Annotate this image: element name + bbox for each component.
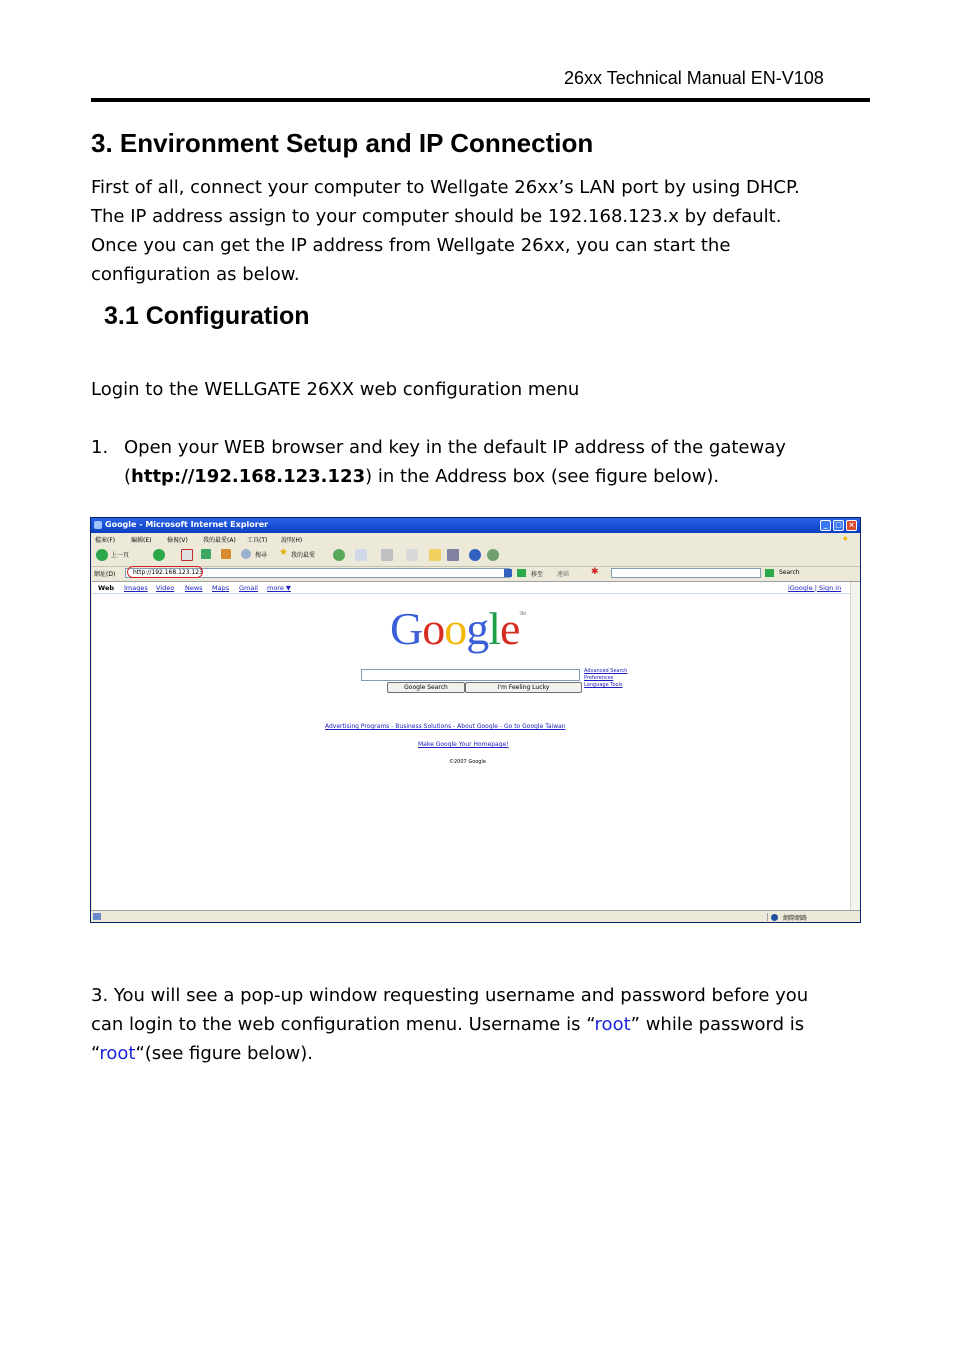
language-tools-link[interactable]: Language Tools xyxy=(584,682,623,688)
favorites-icon[interactable]: ★ xyxy=(279,547,288,558)
google-nav-news[interactable]: News xyxy=(185,584,203,592)
homepage-link[interactable]: Make Google Your Homepage! xyxy=(418,741,509,748)
status-bar xyxy=(91,910,860,923)
step1-open-paren: ( xyxy=(124,466,132,487)
google-nav-more[interactable]: more ▼ xyxy=(267,584,291,592)
page-status-icon xyxy=(93,913,101,920)
address-value: http://192.168.123.123 xyxy=(133,569,203,576)
google-toolbar-icon[interactable]: ✱ xyxy=(591,567,599,577)
password-value: root xyxy=(99,1043,136,1064)
ie-icon xyxy=(94,521,102,529)
google-account-links[interactable]: iGoogle | Sign in xyxy=(788,584,842,592)
step3-line2 xyxy=(91,1010,804,1039)
google-search-input[interactable] xyxy=(361,669,580,681)
stop-icon[interactable] xyxy=(181,549,193,561)
minimize-icon[interactable]: _ xyxy=(820,520,831,531)
address-dropdown-icon[interactable] xyxy=(504,569,512,577)
menu-bar xyxy=(91,533,860,544)
mail-icon[interactable] xyxy=(355,549,367,561)
back-label[interactable]: 上一頁 xyxy=(111,552,130,559)
intro-line-2: The IP address assign to your computer should be 192.168.123.x by default. xyxy=(91,206,782,227)
page-content xyxy=(92,581,861,911)
running-header: 26xx Technical Manual EN-V108 xyxy=(564,68,824,88)
toolbar-search-go-icon[interactable] xyxy=(765,569,774,577)
google-logo-letter: G xyxy=(390,603,423,654)
section-title: 3. Environment Setup and IP Connection xyxy=(91,128,594,158)
messenger-icon[interactable] xyxy=(447,549,459,561)
google-logo-letter: o xyxy=(444,603,467,654)
toolbar-search-label[interactable]: Search xyxy=(779,569,800,576)
copyright: ©2007 Google xyxy=(449,759,486,765)
google-logo-tm: TM xyxy=(519,612,525,617)
print-icon[interactable] xyxy=(381,549,393,561)
google-nav-video[interactable]: Video xyxy=(156,584,175,592)
address-label: 網址(D) xyxy=(94,571,116,578)
google-logo-letter: e xyxy=(500,603,520,654)
back-icon[interactable] xyxy=(96,549,108,561)
google-logo-letter: l xyxy=(488,603,501,654)
username-value: root xyxy=(594,1014,631,1035)
internet-zone-icon xyxy=(771,914,778,921)
menu-tools[interactable]: 工具(T) xyxy=(247,537,268,544)
intro-line-3: Once you can get the IP address from Wellgate 26xx, you can start the xyxy=(91,235,731,256)
intro-line-4: configuration as below. xyxy=(91,264,300,285)
default-url: http://192.168.123.123 xyxy=(131,466,366,487)
step3-line3 xyxy=(91,1039,313,1068)
status-divider xyxy=(767,913,768,921)
step3-line2-b: ” while password is xyxy=(630,1014,805,1035)
windows-logo-icon: ◆ xyxy=(843,535,848,542)
menu-favorites[interactable]: 我的最愛(A) xyxy=(203,537,236,544)
bluetooth-icon[interactable] xyxy=(469,549,481,561)
address-bar xyxy=(91,566,860,580)
google-logo-letter: g xyxy=(466,603,489,654)
step3-line2-a: can login to the web configuration menu. Username is “ xyxy=(91,1014,595,1035)
discuss-icon[interactable] xyxy=(429,549,441,561)
browser-toolbar xyxy=(91,544,860,567)
browser-screenshot xyxy=(90,517,861,923)
google-search-button[interactable]: Google Search xyxy=(387,682,465,693)
forward-icon[interactable] xyxy=(153,549,165,561)
window-titlebar xyxy=(91,518,860,533)
side-links xyxy=(584,668,627,689)
preferences-link[interactable]: Preferences xyxy=(584,675,614,681)
close-icon[interactable]: × xyxy=(846,520,857,531)
footer-links[interactable]: Advertising Programs - Business Solutions - About Google - Go to Google Taiwan xyxy=(325,723,566,730)
search-label[interactable]: 搜尋 xyxy=(255,552,268,559)
google-logo-letter: o xyxy=(422,603,445,654)
maximize-icon[interactable]: □ xyxy=(833,520,844,531)
step1-line2 xyxy=(124,462,719,491)
window-title: Google - Microsoft Internet Explorer xyxy=(105,520,269,529)
intro-line-1: First of all, connect your computer to Wellgate 26xx’s LAN port by using DHCP. xyxy=(91,177,800,198)
menu-help[interactable]: 說明(H) xyxy=(281,537,303,544)
step3-line3-b: “(see figure below). xyxy=(135,1043,313,1064)
google-nav-images[interactable]: Images xyxy=(124,584,148,592)
step3-line3-a: “ xyxy=(91,1043,100,1064)
home-icon[interactable] xyxy=(221,549,231,559)
advanced-search-link[interactable]: Advanced Search xyxy=(584,668,628,674)
step1-line1: Open your WEB browser and key in the default IP address of the gateway xyxy=(124,437,786,458)
google-nav-gmail[interactable]: Gmail xyxy=(239,584,258,592)
google-logo-letters xyxy=(390,603,519,654)
refresh-icon[interactable] xyxy=(201,549,211,559)
subsection-title: 3.1 Configuration xyxy=(104,302,310,330)
step1-number: 1. xyxy=(91,437,109,458)
links-label[interactable]: 連結 xyxy=(557,571,570,578)
address-highlight-oval xyxy=(127,566,203,578)
menu-file[interactable]: 檔案(F) xyxy=(95,537,116,544)
login-line: Login to the WELLGATE 26XX web configuration menu xyxy=(91,379,580,400)
research-icon[interactable] xyxy=(487,549,499,561)
step1-line2-rest: ) in the Address box (see figure below). xyxy=(365,466,720,487)
go-icon[interactable] xyxy=(517,569,526,577)
search-icon[interactable] xyxy=(241,549,251,559)
step3-line1: 3. You will see a pop-up window requesting username and password before you xyxy=(91,985,809,1006)
google-nav-maps[interactable]: Maps xyxy=(212,584,230,592)
menu-view[interactable]: 檢視(V) xyxy=(167,537,188,544)
header-rule xyxy=(91,98,870,102)
google-logo xyxy=(390,602,525,655)
go-label[interactable]: 移至 xyxy=(531,571,544,578)
history-icon[interactable] xyxy=(333,549,345,561)
google-nav-web[interactable]: Web xyxy=(98,584,114,592)
edit-icon[interactable] xyxy=(406,549,418,561)
feeling-lucky-button[interactable]: I'm Feeling Lucky xyxy=(465,682,582,693)
favorites-label[interactable]: 我的最愛 xyxy=(291,552,316,559)
google-nav-divider xyxy=(92,593,861,594)
menu-edit[interactable]: 編輯(E) xyxy=(131,537,152,544)
toolbar-search-input[interactable] xyxy=(611,568,761,578)
internet-zone-label: 網際網路 xyxy=(783,915,808,922)
vertical-scrollbar[interactable] xyxy=(850,582,861,911)
